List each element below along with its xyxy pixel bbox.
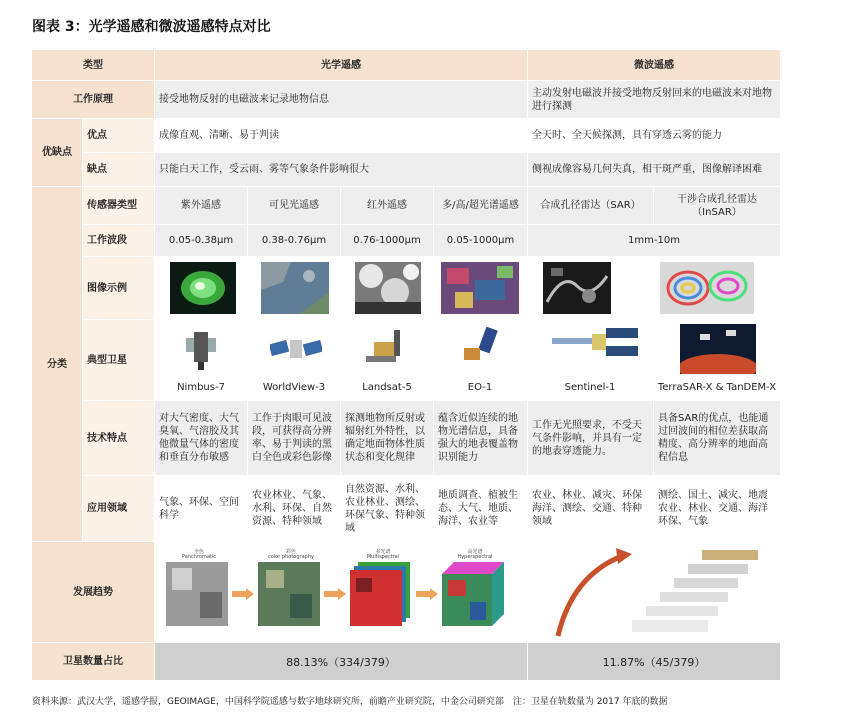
multispectral-image bbox=[441, 262, 519, 314]
pros-cons-label: 优缺点 bbox=[32, 119, 82, 186]
principle-optical: 接受地物反射的电磁波来记录地物信息 bbox=[155, 81, 527, 118]
app-infrared: 自然资源、水利、农业林业、测绘、环保气象、特种领域 bbox=[341, 476, 433, 541]
satellite-nimbus-7: Nimbus-7 bbox=[177, 382, 225, 393]
satellite-landsat-5: Landsat-5 bbox=[362, 382, 412, 393]
stage-multispectral-en: Multispectral bbox=[366, 554, 400, 560]
image-label: 图像示例 bbox=[83, 257, 154, 319]
classification-label: 分类 bbox=[32, 187, 82, 541]
insar-image bbox=[660, 262, 754, 314]
stage-color-en: color photography bbox=[268, 554, 314, 560]
pros-label: 优点 bbox=[83, 119, 154, 152]
satellite-terrasar-x: TerraSAR-X & TanDEM-X bbox=[657, 382, 777, 393]
cons-microwave: 侧视成像容易几何失真，相干斑严重，图像解译困难 bbox=[528, 153, 780, 186]
band-microwave: 1mm-10m bbox=[528, 225, 780, 256]
share-microwave: 11.87%（45/379） bbox=[528, 643, 780, 680]
stage-color-cn: 彩色 bbox=[285, 549, 296, 555]
app-uv: 气象、环保、空间科学 bbox=[155, 476, 247, 541]
terrasar-x-icon bbox=[680, 324, 756, 374]
sensor-type-label: 传感器类型 bbox=[83, 187, 154, 224]
tech-uv: 对大气密度、大气臭氧、气溶胶及其他微量气体的密度和垂直分布敏感 bbox=[155, 401, 247, 475]
color-photo-image bbox=[258, 562, 320, 626]
sentinel-1-icon bbox=[552, 326, 638, 366]
sensor-uv: 紫外遥感 bbox=[155, 187, 247, 224]
satellite-worldview-3: WorldView-3 bbox=[262, 382, 326, 393]
app-visible: 农业林业、气象、水利、环保、自然资源、特种领域 bbox=[248, 476, 340, 541]
tech-sar: 工作无光照要求，不受天气条件影响，并具有一定的地表穿透能力。 bbox=[528, 401, 653, 475]
stage-hyperspectral-cn: 高光谱 bbox=[467, 549, 483, 555]
sensor-multispectral: 多/高/超光谱遥感 bbox=[434, 187, 527, 224]
app-insar: 测绘、国土、减灾、地震农业、林业、交通、海洋环保、气象 bbox=[654, 476, 780, 541]
header-microwave: 微波遥感 bbox=[528, 50, 780, 80]
sar-image bbox=[543, 262, 611, 314]
band-label: 工作波段 bbox=[83, 225, 154, 256]
pros-optical: 成像直观、清晰、易于判读 bbox=[155, 119, 527, 152]
principle-label: 工作原理 bbox=[32, 81, 154, 118]
uv-image bbox=[170, 262, 236, 314]
app-label: 应用领域 bbox=[83, 476, 154, 541]
page-title: 图表 3：光学遥感和微波遥感特点对比 bbox=[32, 19, 271, 35]
share-optical: 88.13%（334/379） bbox=[155, 643, 527, 680]
sensor-infrared: 红外遥感 bbox=[341, 187, 433, 224]
share-label: 卫星数量占比 bbox=[32, 643, 154, 680]
trend-arrow-2 bbox=[324, 588, 346, 600]
tech-label: 技术特点 bbox=[83, 401, 154, 475]
stage-panchromatic-en: Panchromatic bbox=[182, 554, 216, 560]
landsat-5-icon bbox=[362, 326, 410, 372]
panchromatic-image bbox=[166, 562, 228, 626]
tech-insar: 具备SAR的优点，也能通过回波间的相位差获取高精度、高分辨率的地面高程信息 bbox=[654, 401, 780, 475]
hyperspectral-cube-image bbox=[442, 562, 504, 626]
band-uv: 0.05-0.38μm bbox=[155, 225, 247, 256]
pros-microwave: 全天时、全天候探测，具有穿透云雾的能力 bbox=[528, 119, 780, 152]
cons-label: 缺点 bbox=[83, 153, 154, 186]
band-visible: 0.38-0.76μm bbox=[248, 225, 340, 256]
satellite-sentinel-1: Sentinel-1 bbox=[564, 382, 616, 393]
eo-1-icon bbox=[454, 326, 504, 370]
comparison-table bbox=[32, 50, 780, 680]
tech-infrared: 探测地物所反射或辐射红外特性，以确定地面物体性质状态和变化规律 bbox=[341, 401, 433, 475]
source-note: 资料来源：武汉大学，遥感学报，GEOIMAGE，中国科学院遥感与数字地球研究所，前瞻产业研究院，中金公司研究部 注：卫星在轨数量为 2017 年底的数据 bbox=[32, 697, 668, 707]
sensor-sar: 合成孔径雷达（SAR） bbox=[528, 187, 653, 224]
sensor-insar: 干涉合成孔径雷达（InSAR） bbox=[654, 187, 780, 224]
stage-hyperspectral-en: Hyperspectral bbox=[457, 554, 493, 560]
band-multispectral: 0.05-1000μm bbox=[434, 225, 527, 256]
worldview-3-icon bbox=[270, 328, 322, 370]
multispectral-stack-image bbox=[350, 562, 412, 626]
visible-image bbox=[261, 262, 329, 314]
trend-arrow-3 bbox=[416, 588, 438, 600]
cons-optical: 只能白天工作，受云雨、雾等气象条件影响很大 bbox=[155, 153, 527, 186]
stage-multispectral-cn: 多光谱 bbox=[375, 549, 391, 555]
principle-microwave: 主动发射电磁波并接受地物反射回来的电磁波来对地物进行探测 bbox=[528, 81, 780, 118]
satellite-eo-1: EO-1 bbox=[467, 382, 493, 393]
stage-panchromatic-cn: 全色 bbox=[193, 549, 204, 555]
tech-visible: 工作于肉眼可见波段，可获得高分辨率、易于判读的黑白全色或彩色影像 bbox=[248, 401, 340, 475]
infrared-image bbox=[355, 262, 421, 314]
header-type: 类型 bbox=[32, 50, 154, 80]
header-optical: 光学遥感 bbox=[155, 50, 527, 80]
microwave-trend-staircase bbox=[552, 546, 764, 638]
trend-arrow-1 bbox=[232, 588, 254, 600]
app-sar: 农业、林业、减灾、环保海洋、测绘、交通、特种领域 bbox=[528, 476, 653, 541]
tech-multispectral: 蕴含近似连续的地物光谱信息，具备强大的地表覆盖物识别能力 bbox=[434, 401, 527, 475]
nimbus-7-icon bbox=[182, 324, 220, 374]
app-multispectral: 地质调查、植被生态、大气、地质、海洋、农业等 bbox=[434, 476, 527, 541]
trend-label: 发展趋势 bbox=[32, 542, 154, 642]
band-infrared: 0.76-1000μm bbox=[341, 225, 433, 256]
satellite-label: 典型卫星 bbox=[83, 320, 154, 400]
sensor-visible: 可见光遥感 bbox=[248, 187, 340, 224]
